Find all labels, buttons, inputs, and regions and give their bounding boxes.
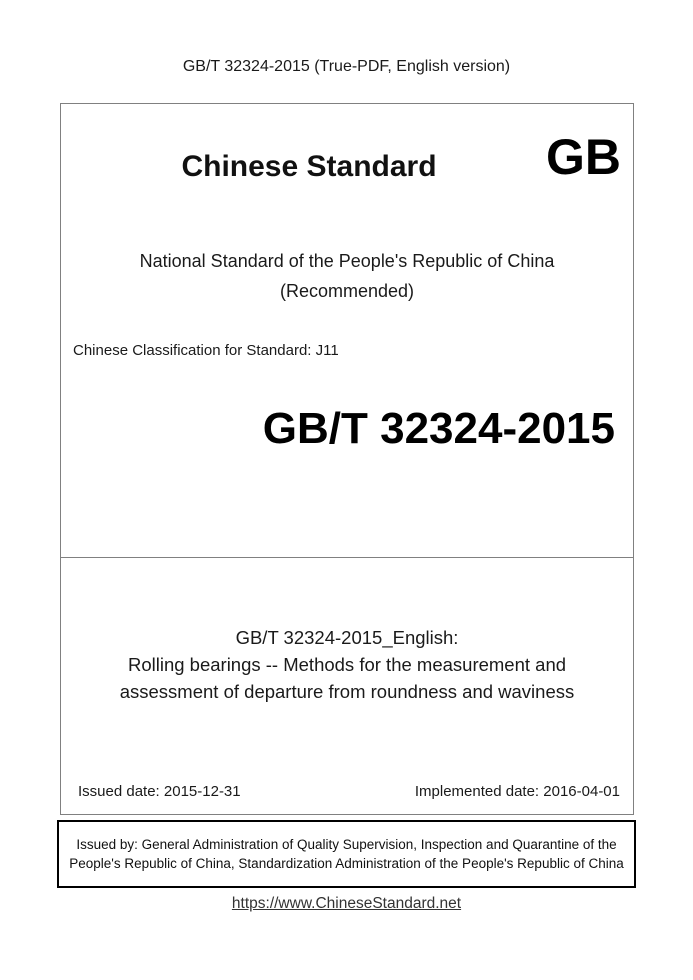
implemented-date-label: Implemented date: 2016-04-01 bbox=[414, 783, 620, 800]
classification-label: Chinese Classification for Standard: J11 bbox=[73, 342, 339, 359]
national-standard-line: National Standard of the People's Republic of China bbox=[139, 251, 555, 271]
standard-number: GB/T 32324-2015 bbox=[262, 404, 615, 453]
brand-code-gb: GB bbox=[546, 129, 621, 185]
brand-title: Chinese Standard bbox=[181, 150, 437, 183]
english-title-line2: Rolling bearings -- Methods for the measurement and bbox=[127, 654, 567, 675]
footer-website-link[interactable]: https://www.ChineseStandard.net bbox=[231, 895, 462, 912]
dates-row bbox=[78, 783, 620, 800]
recommended-line: (Recommended) bbox=[279, 281, 415, 301]
issuer-box bbox=[57, 820, 636, 888]
english-title-block bbox=[61, 624, 633, 705]
title-box bbox=[60, 557, 634, 815]
english-title-line3: assessment of departure from roundness and waviness bbox=[119, 681, 575, 702]
cover-box bbox=[60, 103, 634, 558]
issuer-text: Issued by: General Administration of Quality Supervision, Inspection and Quarantine of the People's Republic of China, Standardization Administration of the People's Republic of China bbox=[69, 837, 624, 871]
english-title-line1: GB/T 32324-2015_English: bbox=[235, 627, 459, 648]
national-standard-block bbox=[61, 246, 633, 306]
document-footer bbox=[0, 895, 693, 913]
document-header-title: GB/T 32324-2015 (True-PDF, English version) bbox=[182, 58, 511, 75]
issued-date-label: Issued date: 2015-12-31 bbox=[78, 783, 241, 800]
